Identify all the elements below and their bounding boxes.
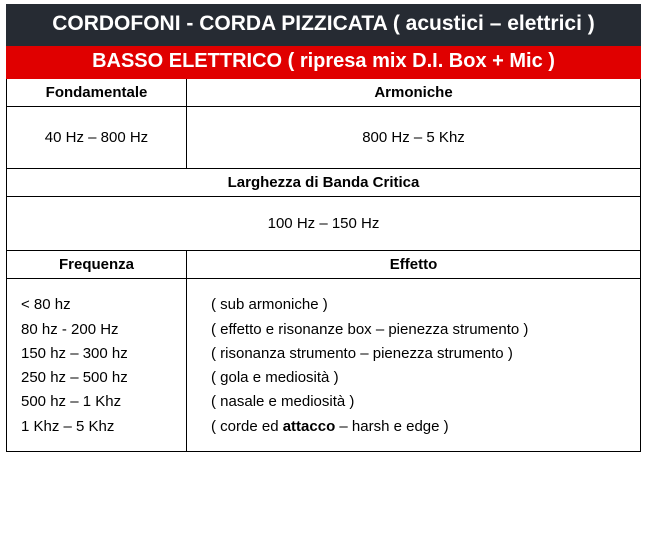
header-fondamentale: Fondamentale	[7, 79, 187, 107]
effect-list-item: ( effetto e risonanze box – pienezza strumento )	[211, 320, 529, 338]
header-armoniche: Armoniche	[187, 79, 641, 107]
table-row-frequency-effect-list	[7, 279, 641, 452]
effect-list	[187, 293, 640, 439]
value-armoniche: 800 Hz – 5 Khz	[187, 107, 641, 169]
value-larghezza-banda-critica: 100 Hz – 150 Hz	[7, 197, 641, 251]
frequency-list-item: 1 Khz – 5 Khz	[21, 417, 115, 435]
table-row-header-fundamental-harmonics	[7, 79, 641, 107]
table-row-header-frequency-effect	[7, 251, 641, 279]
frequency-list-item: < 80 hz	[21, 296, 71, 314]
header-larghezza-banda-critica: Larghezza di Banda Critica	[7, 169, 641, 197]
frequency-list-cell	[7, 279, 187, 452]
table-row-subtitle	[7, 46, 641, 79]
document-title: CORDOFONI - CORDA PIZZICATA ( acustici – elettrici )	[7, 5, 641, 46]
frequency-list	[7, 293, 186, 439]
value-fondamentale: 40 Hz – 800 Hz	[7, 107, 187, 169]
table-row-title	[7, 5, 641, 46]
table-row-header-critical-band	[7, 169, 641, 197]
header-effetto: Effetto	[187, 251, 641, 279]
frequency-list-item: 150 hz – 300 hz	[21, 344, 128, 362]
effect-list-cell	[187, 279, 641, 452]
frequency-reference-table	[6, 4, 641, 452]
document-sheet	[0, 4, 647, 550]
effect-list-item: ( gola e mediosità )	[211, 369, 339, 387]
document-subtitle: BASSO ELETTRICO ( ripresa mix D.I. Box + Mic )	[7, 46, 641, 79]
effect-list-item: ( corde ed attacco – harsh e edge )	[211, 417, 449, 435]
table-row-values-fundamental-harmonics	[7, 107, 641, 169]
frequency-list-item: 250 hz – 500 hz	[21, 369, 128, 387]
effect-list-item: ( sub armoniche )	[211, 296, 328, 314]
effect-list-item: ( risonanza strumento – pienezza strumento )	[211, 344, 513, 362]
frequency-list-item: 500 hz – 1 Khz	[21, 393, 122, 411]
header-frequenza: Frequenza	[7, 251, 187, 279]
frequency-list-item: 80 hz - 200 Hz	[21, 320, 119, 338]
effect-list-item: ( nasale e mediosità )	[211, 393, 355, 411]
table-row-value-critical-band	[7, 197, 641, 251]
effect-emphasis: attacco	[282, 417, 336, 435]
